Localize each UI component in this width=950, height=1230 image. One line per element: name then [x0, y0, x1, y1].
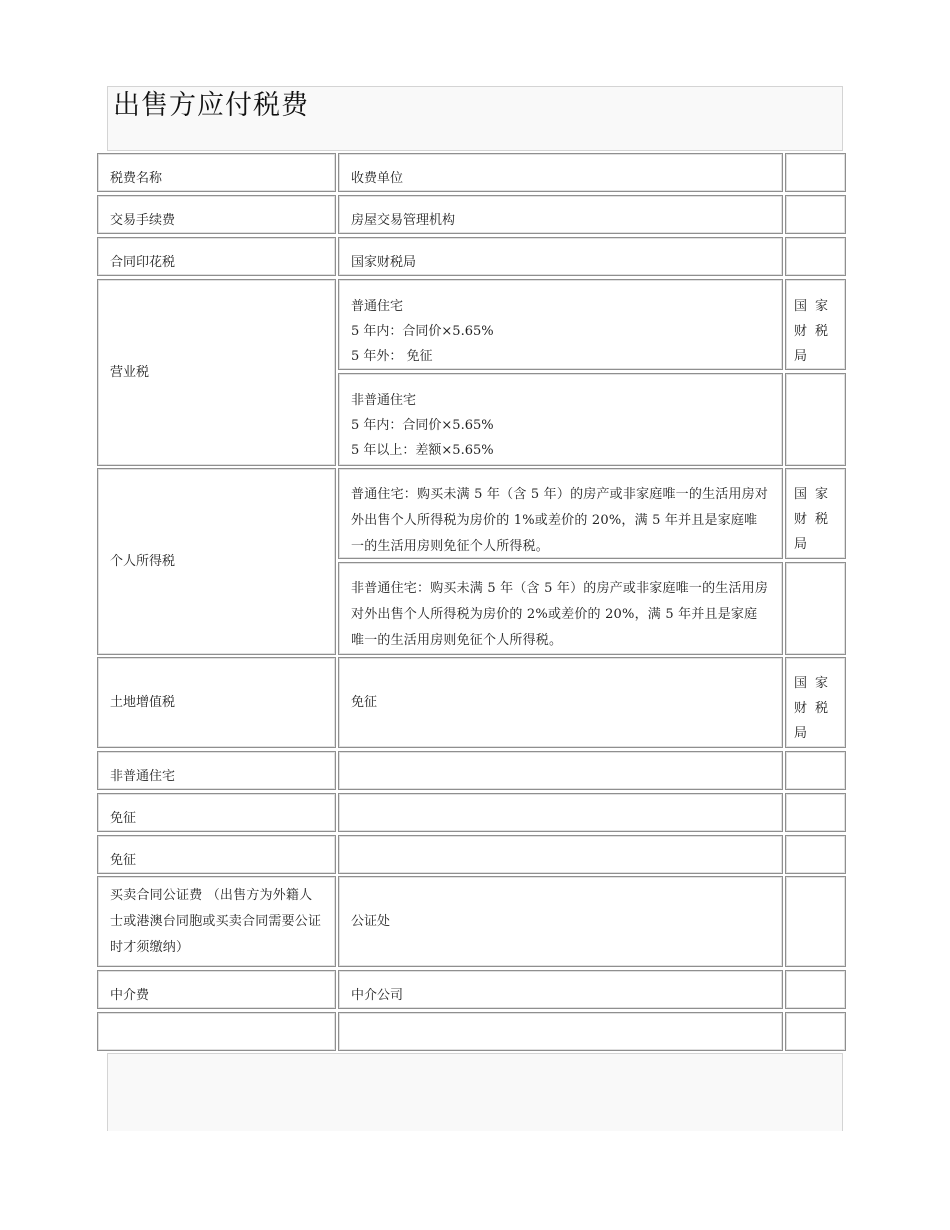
text-line: 普通住宅: [351, 299, 404, 314]
row-empty-cell: [338, 793, 783, 832]
row-name: 买卖合同公证费 （出售方为外籍人士或港澳台同胞或买卖合同需要公证时才须缴纳）: [110, 887, 322, 955]
text-line: 非普通住宅: [351, 393, 417, 408]
row-name-cell: [97, 835, 336, 874]
row-name: 合同印花税: [110, 255, 176, 270]
row-empty-cell: [338, 835, 783, 874]
row-unit-cell: [338, 657, 783, 748]
row-unit: 房屋交易管理机构: [351, 213, 456, 228]
paragraph: 非普通住宅：购买未满 5 年（含 5 年）的房产或非家庭唯一的生活用房对外出售个人所得税为房价的 2%或差价的 20%，满 5 年并且是家庭唯一的生活用房则免征个人所得税。: [351, 581, 769, 648]
row-unit: 公证处: [351, 914, 391, 929]
row-empty-cell: [338, 751, 783, 790]
row-name-cell: [97, 751, 336, 790]
agency-label: 国家财税局: [794, 299, 837, 364]
row-empty-cell: [97, 1012, 336, 1051]
bottom-box: [107, 1053, 843, 1131]
row-name: 个人所得税: [110, 554, 176, 569]
header-unit: 收费单位: [351, 171, 404, 186]
text-line: 5 年外： 免征: [351, 349, 433, 364]
row-empty-cell: [785, 793, 846, 832]
row-empty-cell: [785, 1012, 846, 1051]
row-unit-cell: [338, 876, 783, 967]
geren-putong-cell: [338, 468, 783, 559]
page-title: 出售方应付税费: [113, 90, 309, 121]
row-unit: 免征: [351, 695, 378, 710]
row-name-cell: [97, 468, 336, 655]
paragraph: 普通住宅：购买未满 5 年（含 5 年）的房产或非家庭唯一的生活用房对外出售个人所得税为房价的 1%或差价的 20%，满 5 年并且是家庭唯一的生活用房则免征个人所得税。: [351, 487, 769, 554]
header-name: 税费名称: [110, 171, 163, 186]
row-empty-cell: [785, 751, 846, 790]
agency-label: 国家财税局: [794, 676, 837, 741]
row-name-cell: [97, 279, 336, 466]
header-empty-cell: [785, 153, 846, 192]
row-name-cell: [97, 237, 336, 276]
yingye-agency-cell: [785, 279, 846, 370]
row-name-cell: [97, 876, 336, 967]
row-empty-cell: [785, 876, 846, 967]
tax-table: [97, 153, 847, 1053]
row-name: 中介费: [110, 988, 150, 1003]
row-name-cell: [97, 195, 336, 234]
row-empty-cell: [785, 237, 846, 276]
row-name: 营业税: [110, 365, 150, 380]
row-empty-cell: [785, 562, 846, 655]
row-name: 土地增值税: [110, 695, 176, 710]
row-empty-cell: [785, 970, 846, 1009]
row-name: 免征: [110, 811, 137, 826]
geren-agency-cell: [785, 468, 846, 559]
row-name: 非普通住宅: [110, 769, 176, 784]
row-name: 免征: [110, 853, 137, 868]
row-name-cell: [97, 970, 336, 1009]
text-line: 5 年以上：差额×5.65%: [351, 443, 494, 458]
row-empty-cell: [785, 835, 846, 874]
row-name-cell: [97, 657, 336, 748]
row-unit-cell: [338, 970, 783, 1009]
geren-feiputong-cell: [338, 562, 783, 655]
row-empty-cell: [338, 1012, 783, 1051]
title-box: [107, 86, 843, 151]
row-empty-cell: [785, 373, 846, 466]
text-line: 5 年内：合同价×5.65%: [351, 418, 494, 433]
text-line: 5 年内：合同价×5.65%: [351, 324, 494, 339]
header-name-cell: [97, 153, 336, 192]
row-empty-cell: [785, 195, 846, 234]
row-unit-cell: [338, 237, 783, 276]
agency-label: 国家财税局: [794, 487, 837, 552]
yingye-feiputong-cell: [338, 373, 783, 466]
row-name: 交易手续费: [110, 213, 176, 228]
tudi-agency-cell: [785, 657, 846, 748]
row-unit-cell: [338, 195, 783, 234]
header-unit-cell: [338, 153, 783, 192]
row-unit: 中介公司: [351, 988, 404, 1003]
row-unit: 国家财税局: [351, 255, 417, 270]
row-name-cell: [97, 793, 336, 832]
yingye-putong-cell: [338, 279, 783, 370]
